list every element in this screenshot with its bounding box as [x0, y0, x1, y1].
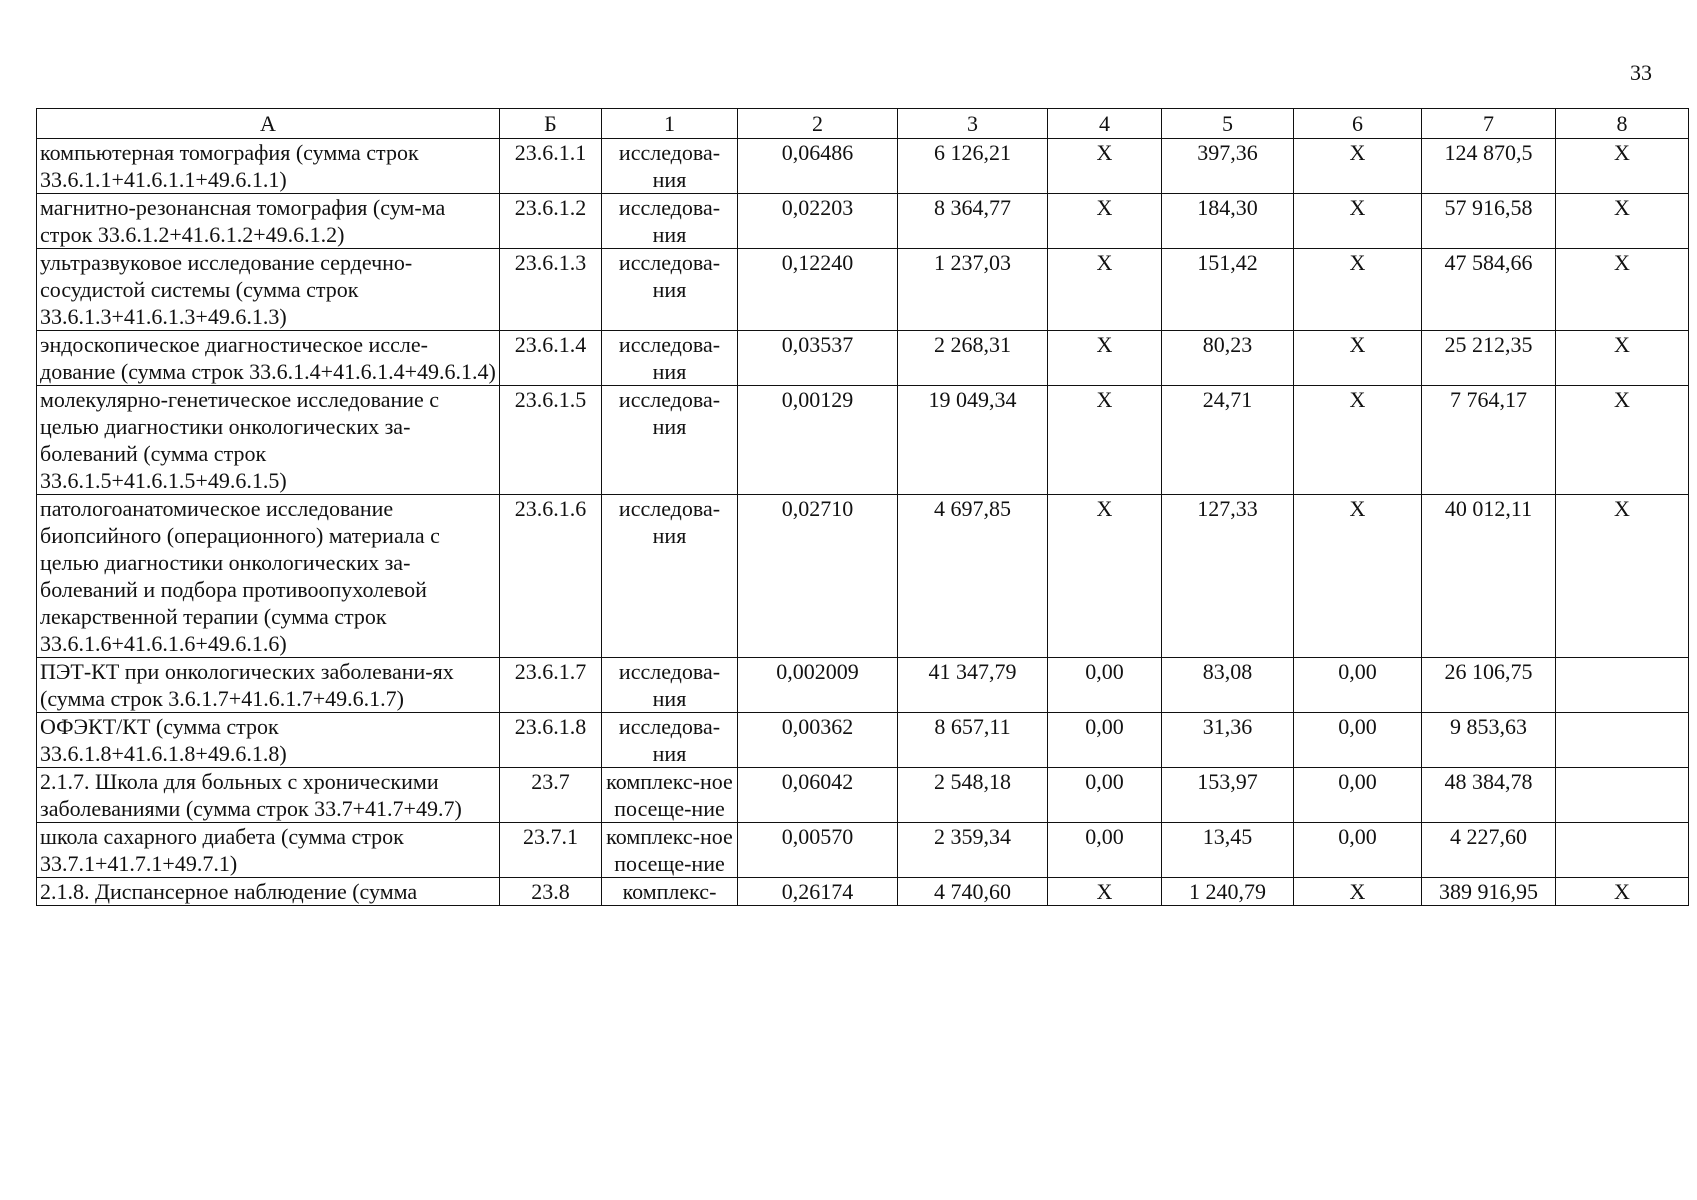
- cell-col-5: 24,71: [1162, 386, 1294, 495]
- cell-col-6: X: [1294, 249, 1422, 331]
- row-unit: исследова-ния: [602, 139, 738, 194]
- cell-col-3: 2 359,34: [898, 823, 1048, 878]
- row-code: 23.6.1.5: [500, 386, 602, 495]
- cell-col-7: 48 384,78: [1422, 768, 1556, 823]
- cell-col-7: 47 584,66: [1422, 249, 1556, 331]
- cell-col-2: 0,00129: [738, 386, 898, 495]
- cell-col-7: 124 870,5: [1422, 139, 1556, 194]
- row-description: эндоскопическое диагностическое иссле-дование (сумма строк 33.6.1.4+41.6.1.4+49.6.1.4): [37, 331, 500, 386]
- header-col-1: 1: [602, 109, 738, 139]
- row-description: ПЭТ-КТ при онкологических заболевани-ях (сумма строк 3.6.1.7+41.6.1.7+49.6.1.7): [37, 658, 500, 713]
- table-row: [37, 386, 1689, 495]
- cell-col-7: 4 227,60: [1422, 823, 1556, 878]
- cell-col-4: X: [1048, 331, 1162, 386]
- row-description: ОФЭКТ/КТ (сумма строк 33.6.1.8+41.6.1.8+49.6.1.8): [37, 713, 500, 768]
- table-row: [37, 658, 1689, 713]
- cell-col-3: 2 548,18: [898, 768, 1048, 823]
- cell-col-3: 2 268,31: [898, 331, 1048, 386]
- cell-col-8: X: [1556, 249, 1689, 331]
- header-col-6: 6: [1294, 109, 1422, 139]
- header-col-5: 5: [1162, 109, 1294, 139]
- cell-col-7: 7 764,17: [1422, 386, 1556, 495]
- row-code: 23.6.1.6: [500, 495, 602, 658]
- row-unit: исследова-ния: [602, 495, 738, 658]
- table-row: [37, 249, 1689, 331]
- row-description: молекулярно-генетическое исследование с целью диагностики онкологических за-болеваний (сумма строк 33.6.1.5+41.6.1.5+49.6.1.5): [37, 386, 500, 495]
- cell-col-6: X: [1294, 331, 1422, 386]
- cell-col-6: X: [1294, 386, 1422, 495]
- table-row: [37, 713, 1689, 768]
- row-description: магнитно-резонансная томография (сум-ма строк 33.6.1.2+41.6.1.2+49.6.1.2): [37, 194, 500, 249]
- header-col-8: 8: [1556, 109, 1689, 139]
- cell-col-3: 8 364,77: [898, 194, 1048, 249]
- row-code: 23.7.1: [500, 823, 602, 878]
- cell-col-8: X: [1556, 386, 1689, 495]
- cell-col-6: X: [1294, 878, 1422, 906]
- cell-col-4: X: [1048, 495, 1162, 658]
- cell-col-7: 26 106,75: [1422, 658, 1556, 713]
- cell-col-7: 57 916,58: [1422, 194, 1556, 249]
- row-unit: исследова-ния: [602, 713, 738, 768]
- row-unit: исследова-ния: [602, 331, 738, 386]
- row-description: ультразвуковое исследование сердечно-сосудистой системы (сумма строк 33.6.1.3+41.6.1.3+49.6.1.3): [37, 249, 500, 331]
- table-row: [37, 878, 1689, 906]
- cell-col-3: 19 049,34: [898, 386, 1048, 495]
- cell-col-5: 1 240,79: [1162, 878, 1294, 906]
- cell-col-2: 0,26174: [738, 878, 898, 906]
- cell-col-6: X: [1294, 194, 1422, 249]
- cell-col-3: 6 126,21: [898, 139, 1048, 194]
- header-col-4: 4: [1048, 109, 1162, 139]
- header-row: [37, 109, 1689, 139]
- row-code: 23.6.1.3: [500, 249, 602, 331]
- cell-col-3: 41 347,79: [898, 658, 1048, 713]
- cell-col-4: X: [1048, 878, 1162, 906]
- cell-col-5: 83,08: [1162, 658, 1294, 713]
- table-row: [37, 495, 1689, 658]
- cell-col-2: 0,02710: [738, 495, 898, 658]
- cell-col-5: 151,42: [1162, 249, 1294, 331]
- cell-col-6: 0,00: [1294, 713, 1422, 768]
- row-code: 23.6.1.1: [500, 139, 602, 194]
- cell-col-2: 0,06486: [738, 139, 898, 194]
- row-unit: исследова-ния: [602, 658, 738, 713]
- cell-col-2: 0,06042: [738, 768, 898, 823]
- cell-col-2: 0,00570: [738, 823, 898, 878]
- cell-col-6: 0,00: [1294, 823, 1422, 878]
- cell-col-3: 4 740,60: [898, 878, 1048, 906]
- cell-col-7: 25 212,35: [1422, 331, 1556, 386]
- cell-col-8: [1556, 713, 1689, 768]
- row-description: 2.1.7. Школа для больных с хроническими заболеваниями (сумма строк 33.7+41.7+49.7): [37, 768, 500, 823]
- cell-col-3: 1 237,03: [898, 249, 1048, 331]
- cell-col-8: [1556, 658, 1689, 713]
- cell-col-7: 40 012,11: [1422, 495, 1556, 658]
- page-number: 33: [1630, 60, 1652, 85]
- header-col-3: 3: [898, 109, 1048, 139]
- cell-col-8: X: [1556, 331, 1689, 386]
- row-unit: комплекс-ное посеще-ние: [602, 823, 738, 878]
- cell-col-4: X: [1048, 249, 1162, 331]
- cell-col-5: 397,36: [1162, 139, 1294, 194]
- table-row: [37, 139, 1689, 194]
- cell-col-8: [1556, 768, 1689, 823]
- cell-col-8: X: [1556, 139, 1689, 194]
- cell-col-6: X: [1294, 495, 1422, 658]
- cell-col-6: 0,00: [1294, 658, 1422, 713]
- row-unit: исследова-ния: [602, 249, 738, 331]
- cell-col-2: 0,12240: [738, 249, 898, 331]
- row-code: 23.6.1.7: [500, 658, 602, 713]
- header-col-b: Б: [500, 109, 602, 139]
- cell-col-2: 0,002009: [738, 658, 898, 713]
- table-row: [37, 768, 1689, 823]
- cell-col-5: 31,36: [1162, 713, 1294, 768]
- header-col-7: 7: [1422, 109, 1556, 139]
- row-unit: исследова-ния: [602, 386, 738, 495]
- table-row: [37, 331, 1689, 386]
- cell-col-4: 0,00: [1048, 768, 1162, 823]
- cell-col-6: 0,00: [1294, 768, 1422, 823]
- cell-col-5: 80,23: [1162, 331, 1294, 386]
- row-description: 2.1.8. Диспансерное наблюдение (сумма: [37, 878, 500, 906]
- cell-col-4: 0,00: [1048, 658, 1162, 713]
- cell-col-3: 8 657,11: [898, 713, 1048, 768]
- row-code: 23.8: [500, 878, 602, 906]
- row-description: патологоанатомическое исследование биопсийного (операционного) материала с целью диагностики онкологических за-болеваний и подбора противоопухолевой лекарственной терапии (сумма строк 33.6.1.6+41.6.1.6+49.6.1.6): [37, 495, 500, 658]
- row-unit: комплекс-ное посеще-ние: [602, 768, 738, 823]
- cell-col-4: X: [1048, 139, 1162, 194]
- cell-col-5: 153,97: [1162, 768, 1294, 823]
- row-code: 23.7: [500, 768, 602, 823]
- row-unit: комплекс-: [602, 878, 738, 906]
- cell-col-5: 13,45: [1162, 823, 1294, 878]
- row-unit: исследова-ния: [602, 194, 738, 249]
- cell-col-2: 0,02203: [738, 194, 898, 249]
- row-code: 23.6.1.4: [500, 331, 602, 386]
- cell-col-4: X: [1048, 386, 1162, 495]
- cell-col-8: [1556, 823, 1689, 878]
- cell-col-4: X: [1048, 194, 1162, 249]
- cell-col-3: 4 697,85: [898, 495, 1048, 658]
- table-row: [37, 823, 1689, 878]
- cell-col-8: X: [1556, 495, 1689, 658]
- header-col-2: 2: [738, 109, 898, 139]
- header-col-a: А: [37, 109, 500, 139]
- cell-col-4: 0,00: [1048, 713, 1162, 768]
- cell-col-2: 0,00362: [738, 713, 898, 768]
- cell-col-7: 9 853,63: [1422, 713, 1556, 768]
- cell-col-8: X: [1556, 878, 1689, 906]
- data-table: [36, 108, 1689, 906]
- cell-col-4: 0,00: [1048, 823, 1162, 878]
- cell-col-7: 389 916,95: [1422, 878, 1556, 906]
- row-description: школа сахарного диабета (сумма строк 33.7.1+41.7.1+49.7.1): [37, 823, 500, 878]
- cell-col-5: 127,33: [1162, 495, 1294, 658]
- cell-col-2: 0,03537: [738, 331, 898, 386]
- cell-col-5: 184,30: [1162, 194, 1294, 249]
- row-code: 23.6.1.2: [500, 194, 602, 249]
- table-row: [37, 194, 1689, 249]
- cell-col-8: X: [1556, 194, 1689, 249]
- cell-col-6: X: [1294, 139, 1422, 194]
- row-code: 23.6.1.8: [500, 713, 602, 768]
- row-description: компьютерная томография (сумма строк 33.6.1.1+41.6.1.1+49.6.1.1): [37, 139, 500, 194]
